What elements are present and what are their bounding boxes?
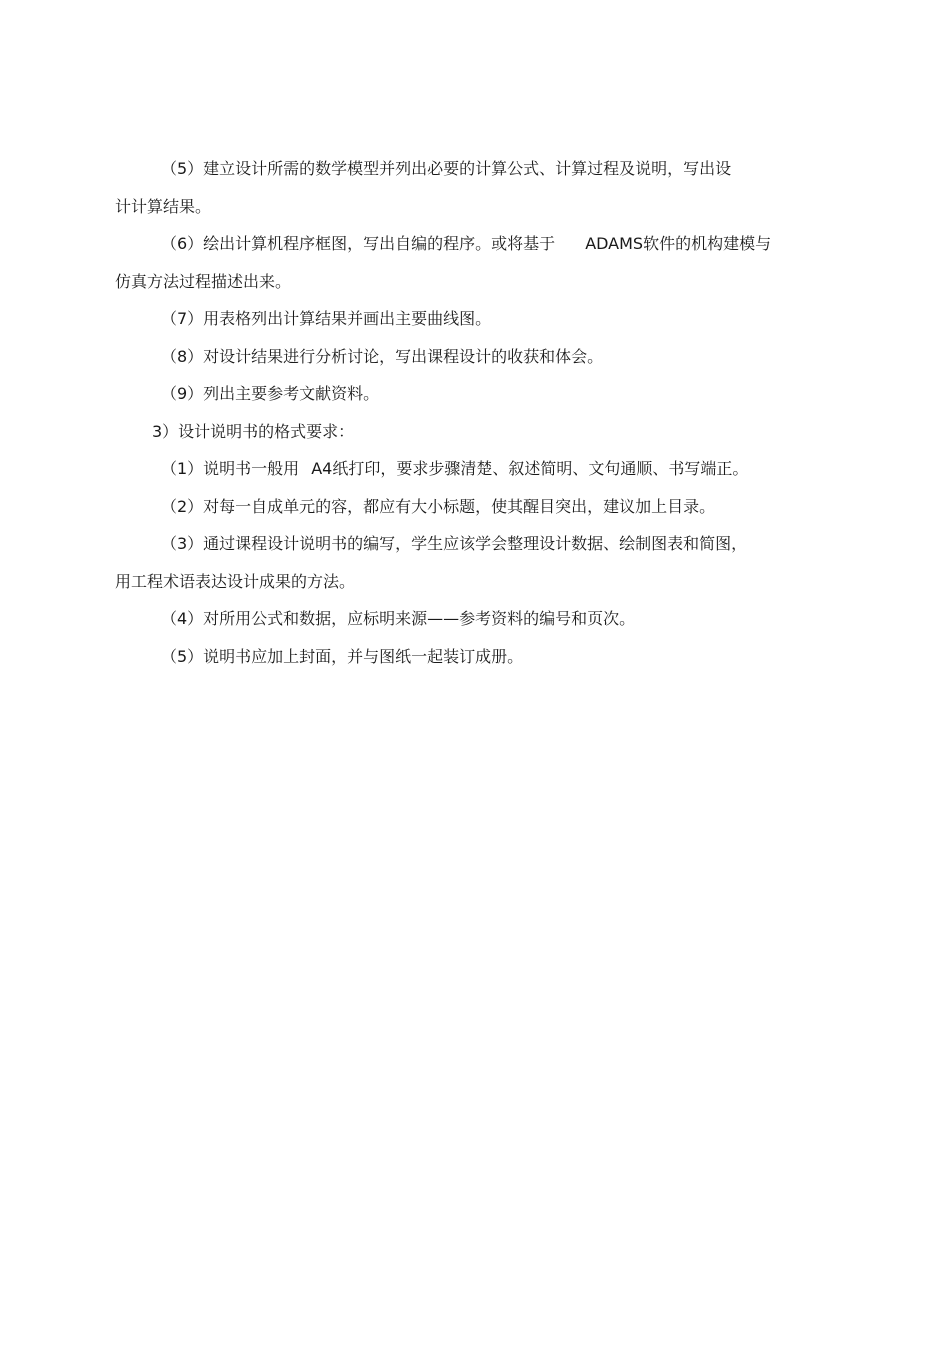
- item-6-text-b: 软件的机构建模与: [643, 234, 772, 253]
- paragraph-item-8: （8）对设计结果进行分析讨论，写出课程设计的收获和体会。: [161, 346, 604, 366]
- format-item-5: （5）说明书应加上封面，并与图纸一起装订成册。: [161, 646, 524, 666]
- item-6-text-adams: ADAMS: [585, 234, 644, 253]
- paragraph-item-6-line1: [115, 225, 835, 263]
- format-item-3-line2: 用工程术语表达设计成果的方法。: [115, 571, 356, 591]
- item-6-text-a: （6）绘出计算机程序框图，写出自编的程序。或将基于: [161, 234, 556, 253]
- paragraph-item-7: （7）用表格列出计算结果并画出主要曲线图。: [161, 309, 492, 328]
- section-heading-3: 3）设计说明书的格式要求：: [152, 421, 355, 441]
- format-item-1: [115, 450, 835, 488]
- document-body: [115, 150, 835, 675]
- format-item-2: （2）对每一自成单元的容，都应有大小标题，使其醒目突出，建议加上目录。: [161, 496, 716, 516]
- format-item-1-text-a: （1）说明书一般用: [161, 459, 300, 478]
- paragraph-item-5-line2: 计计算结果。: [115, 196, 212, 216]
- format-item-1-text-b: 纸打印，要求步骤清楚、叙述简明、文句通顺、书写端正。: [332, 459, 749, 478]
- paragraph-item-6-line2: 仿真方法过程描述出来。: [115, 271, 292, 291]
- format-item-3-line1: （3）通过课程设计说明书的编写，学生应该学会整理设计数据、绘制图表和简图，: [161, 534, 748, 553]
- paragraph-item-5-line1: （5）建立设计所需的数学模型并列出必要的计算公式、计算过程及说明，写出设: [161, 159, 732, 178]
- format-item-4: （4）对所用公式和数据，应标明来源——参考资料的编号和页次。: [161, 609, 636, 628]
- format-item-1-text-a4: A4: [311, 459, 333, 478]
- paragraph-item-9: （9）列出主要参考文献资料。: [161, 384, 380, 403]
